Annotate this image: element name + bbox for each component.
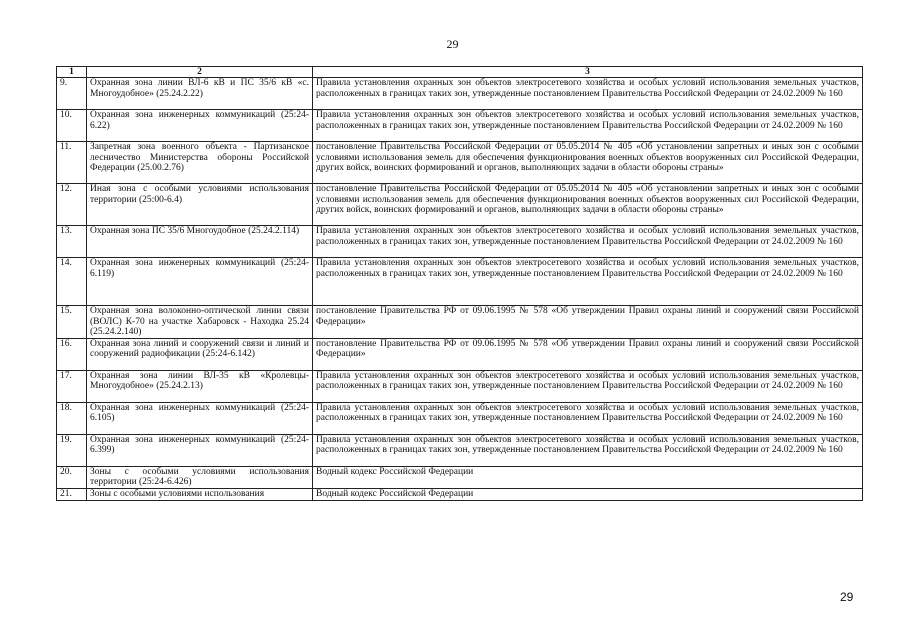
row-number: 21.	[57, 488, 87, 500]
page-number-top: 29	[446, 37, 459, 51]
zone-name: Запретная зона военного объекта - Партизанское лесничество Министерства обороны Российской Федерации (25.00.2.76)	[87, 142, 313, 184]
legal-basis: Правила установления охранных зон объектов электросетевого хозяйства и особых условий использования земельных участков, расположенных в границах таких зон, утвержденные постановлением Правительства Российской Федерации от 24.02.2009 № 160	[313, 226, 863, 258]
zone-name: Зоны с особыми условиями использования территории (25:24-6.426)	[87, 466, 313, 488]
legal-basis: постановление Правительства РФ от 09.06.1995 № 578 «Об утверждении Правил охраны линий и сооружений связи Российской Федерации»	[313, 306, 863, 339]
zone-name: Зоны с особыми условиями использования	[87, 488, 313, 500]
zones-table	[56, 66, 863, 501]
table-row	[57, 184, 863, 226]
row-number: 10.	[57, 110, 87, 142]
legal-basis: Правила установления охранных зон объектов электросетевого хозяйства и особых условий использования земельных участков, расположенных в границах таких зон, утвержденные постановлением Правительства Российской Федерации от 24.02.2009 № 160	[313, 402, 863, 434]
table-row	[57, 370, 863, 402]
row-number: 13.	[57, 226, 87, 258]
zone-name: Охранная зона инженерных коммуникаций (25:24-6.119)	[87, 258, 313, 306]
zone-name: Охранная зона инженерных коммуникаций (25:24-6.105)	[87, 402, 313, 434]
legal-basis: постановление Правительства Российской Федерации от 05.05.2014 № 405 «Об установлении запретных и иных зон с особыми условиями использования земель для обеспечения функционирования военных объектов вооруженных сил Российской Федерации, других войск, воинских формирований и органов, выполняющих задачи в области обороны страны»	[313, 142, 863, 184]
row-number: 18.	[57, 402, 87, 434]
table-header-row	[57, 67, 863, 78]
row-number: 19.	[57, 434, 87, 466]
table-row	[57, 488, 863, 500]
table-row	[57, 434, 863, 466]
legal-basis: Водный кодекс Российской Федерации	[313, 488, 863, 500]
table-row	[57, 226, 863, 258]
row-number: 15.	[57, 306, 87, 339]
row-number: 14.	[57, 258, 87, 306]
row-number: 20.	[57, 466, 87, 488]
zone-name: Охранная зона линии ВЛ-35 кВ «Кролевцы-Многоудобное» (25.24.2.13)	[87, 370, 313, 402]
table-row	[57, 110, 863, 142]
legal-basis: Правила установления охранных зон объектов электросетевого хозяйства и особых условий использования земельных участков, расположенных в границах таких зон, утвержденные постановлением Правительства Российской Федерации от 24.02.2009 № 160	[313, 434, 863, 466]
header-col-3: 3	[313, 67, 863, 78]
legal-basis: Правила установления охранных зон объектов электросетевого хозяйства и особых условий использования земельных участков, расположенных в границах таких зон, утвержденные постановлением Правительства Российской Федерации от 24.02.2009 № 160	[313, 370, 863, 402]
table-row	[57, 338, 863, 370]
header-col-1: 1	[57, 67, 87, 78]
legal-basis: Правила установления охранных зон объектов электросетевого хозяйства и особых условий использования земельных участков, расположенных в границах таких зон, утвержденные постановлением Правительства Российской Федерации от 24.02.2009 № 160	[313, 110, 863, 142]
legal-basis: постановление Правительства РФ от 09.06.1995 № 578 «Об утверждении Правил охраны линий и сооружений связи Российской Федерации»	[313, 338, 863, 370]
row-number: 17.	[57, 370, 87, 402]
row-number: 11.	[57, 142, 87, 184]
row-number: 9.	[57, 78, 87, 110]
zone-name: Охранная зона инженерных коммуникаций (25:24-6.22)	[87, 110, 313, 142]
header-col-2: 2	[87, 67, 313, 78]
legal-basis: Правила установления охранных зон объектов электросетевого хозяйства и особых условий использования земельных участков, расположенных в границах таких зон, утвержденные постановлением Правительства Российской Федерации от 24.02.2009 № 160	[313, 258, 863, 306]
zone-name: Иная зона с особыми условиями использования территории (25:00-6.4)	[87, 184, 313, 226]
table-row	[57, 142, 863, 184]
row-number: 16.	[57, 338, 87, 370]
legal-basis: Водный кодекс Российской Федерации	[313, 466, 863, 488]
table-row	[57, 78, 863, 110]
legal-basis: Правила установления охранных зон объектов электросетевого хозяйства и особых условий использования земельных участков, расположенных в границах таких зон, утвержденные постановлением Правительства Российской Федерации от 24.02.2009 № 160	[313, 78, 863, 110]
table-row	[57, 258, 863, 306]
page-number-bottom: 29	[840, 590, 854, 604]
table-row	[57, 306, 863, 339]
table-row	[57, 466, 863, 488]
zone-name: Охранная зона инженерных коммуникаций (25:24-6.399)	[87, 434, 313, 466]
zone-name: Охранная зона волоконно-оптической линии связи (ВОЛС) К-70 на участке Хабаровск - Находка 25.24 (25.24.2.140)	[87, 306, 313, 339]
legal-basis: постановление Правительства Российской Федерации от 05.05.2014 № 405 «Об установлении запретных и иных зон с особыми условиями использования земель для обеспечения функционирования военных объектов вооруженных сил Российской Федерации, других войск, воинских формирований и органов, выполняющих задачи в области обороны страны»	[313, 184, 863, 226]
zone-name: Охранная зона линий и сооружений связи и линий и сооружений радиофикации (25:24-6.142)	[87, 338, 313, 370]
table-row	[57, 402, 863, 434]
zone-name: Охранная зона линии ВЛ-6 кВ и ПС 35/6 кВ «с. Многоудобное» (25.24.2.22)	[87, 78, 313, 110]
row-number: 12.	[57, 184, 87, 226]
zone-name: Охранная зона ПС 35/6 Многоудобное (25.24.2.114)	[87, 226, 313, 258]
